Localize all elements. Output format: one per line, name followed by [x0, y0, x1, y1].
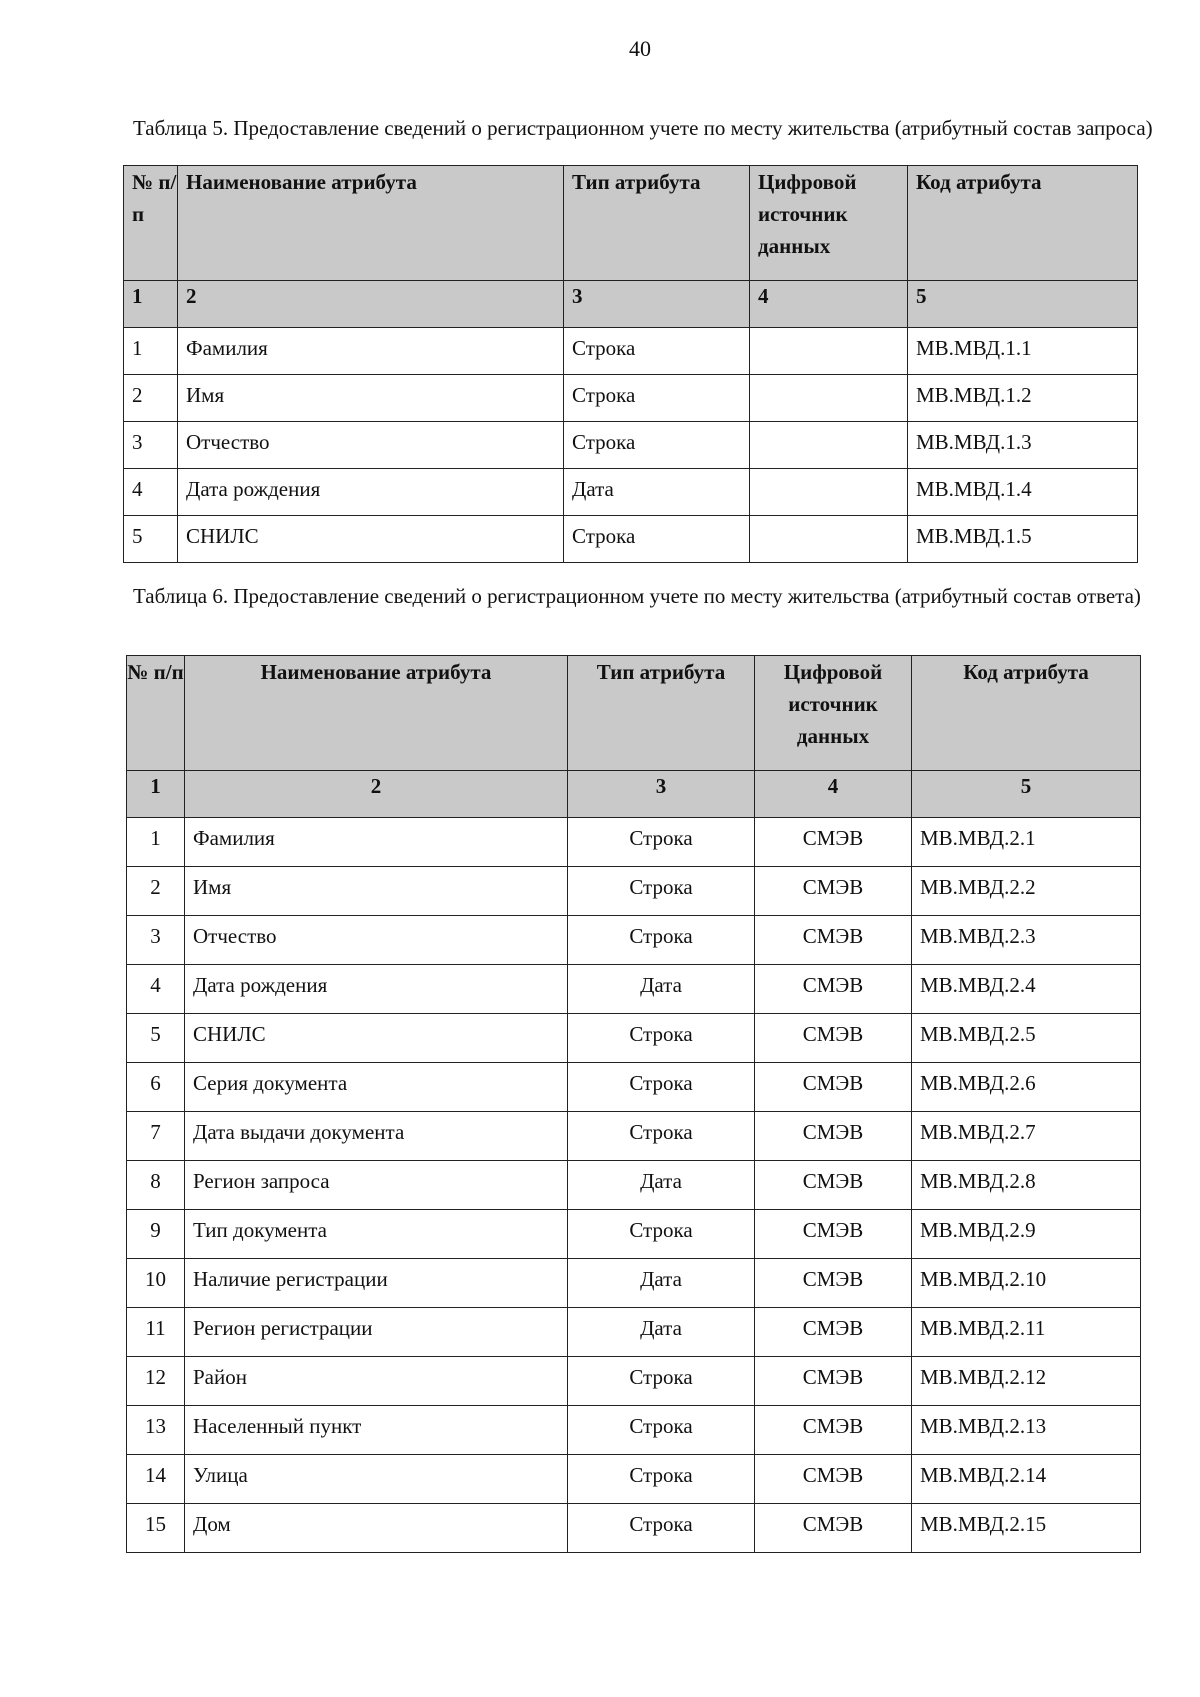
table6-cell-type: Строка: [568, 1455, 755, 1504]
table-row: [124, 469, 1138, 516]
table6-cell-src: СМЭВ: [755, 916, 912, 965]
table-row: [127, 1357, 1141, 1406]
table5-cell-name: Имя: [178, 375, 564, 422]
page-number: 40: [629, 36, 651, 61]
table6-colnum: 5: [912, 771, 1141, 818]
table-row: [124, 516, 1138, 563]
table6-cell-code: МВ.МВД.2.6: [912, 1063, 1141, 1112]
table6-cell-src: СМЭВ: [755, 1112, 912, 1161]
table-row: [127, 1161, 1141, 1210]
table6-cell-num: 13: [127, 1406, 185, 1455]
table-row: [127, 1112, 1141, 1161]
table6-cell-src: СМЭВ: [755, 1357, 912, 1406]
table6-cell-code: МВ.МВД.2.10: [912, 1259, 1141, 1308]
table6-cell-name: Отчество: [185, 916, 568, 965]
table-row: [127, 818, 1141, 867]
table6-colnum: 2: [185, 771, 568, 818]
table6-caption: Таблица 6. Предоставление сведений о регистрационном учете по месту жительства (атрибутный состав ответа): [133, 584, 1141, 608]
table6-cell-type: Строка: [568, 916, 755, 965]
table6-cell-type: Строка: [568, 867, 755, 916]
table6-cell-src: СМЭВ: [755, 1161, 912, 1210]
table6-header-row: [127, 656, 1141, 771]
table-row: [127, 916, 1141, 965]
table6-header-source: Цифровой источник данных: [755, 656, 912, 771]
table6-cell-type: Строка: [568, 1210, 755, 1259]
table6-cell-num: 6: [127, 1063, 185, 1112]
table5-cell-src: [750, 422, 908, 469]
table6-cell-code: МВ.МВД.2.8: [912, 1161, 1141, 1210]
table6-cell-type: Строка: [568, 818, 755, 867]
table6-cell-num: 11: [127, 1308, 185, 1357]
table6-cell-src: СМЭВ: [755, 1063, 912, 1112]
table6-cell-code: МВ.МВД.2.9: [912, 1210, 1141, 1259]
table-row: [127, 1455, 1141, 1504]
table6-cell-name: Населенный пункт: [185, 1406, 568, 1455]
table5-cell-type: Строка: [564, 375, 750, 422]
table5-cell-name: Отчество: [178, 422, 564, 469]
table5-cell-type: Строка: [564, 516, 750, 563]
table5-header-row: [124, 166, 1138, 281]
table6-cell-src: СМЭВ: [755, 1210, 912, 1259]
table6-cell-type: Строка: [568, 1357, 755, 1406]
table6-cell-name: Наличие регистрации: [185, 1259, 568, 1308]
table6-header-type: Тип атрибута: [568, 656, 755, 771]
table5-colnum: 4: [750, 281, 908, 328]
table5-cell-type: Строка: [564, 422, 750, 469]
table6-body: [127, 818, 1141, 1553]
table6-cell-num: 3: [127, 916, 185, 965]
table-row: [127, 1308, 1141, 1357]
table6-cell-num: 2: [127, 867, 185, 916]
table6-cell-name: Фамилия: [185, 818, 568, 867]
table6-cell-src: СМЭВ: [755, 1455, 912, 1504]
table5-cell-name: Дата рождения: [178, 469, 564, 516]
table5-cell-num: 5: [124, 516, 178, 563]
table5-column-numbers-row: [124, 281, 1138, 328]
table6-cell-type: Дата: [568, 1161, 755, 1210]
table5-header-type: Тип атрибута: [564, 166, 750, 281]
table5-cell-src: [750, 516, 908, 563]
table6-cell-name: Регион запроса: [185, 1161, 568, 1210]
table6-cell-type: Дата: [568, 1308, 755, 1357]
table6-cell-type: Строка: [568, 1014, 755, 1063]
table6-cell-name: Улица: [185, 1455, 568, 1504]
table6-header-name: Наименование атрибута: [185, 656, 568, 771]
table6-cell-name: СНИЛС: [185, 1014, 568, 1063]
table6-cell-code: МВ.МВД.2.15: [912, 1504, 1141, 1553]
table5-cell-src: [750, 375, 908, 422]
table-row: [127, 1014, 1141, 1063]
table5-cell-name: СНИЛС: [178, 516, 564, 563]
table6-cell-src: СМЭВ: [755, 1406, 912, 1455]
table6-cell-code: МВ.МВД.2.5: [912, 1014, 1141, 1063]
table6-cell-type: Дата: [568, 965, 755, 1014]
table5-cell-code: МВ.МВД.1.5: [908, 516, 1138, 563]
table6-cell-name: Дата выдачи документа: [185, 1112, 568, 1161]
table6-cell-src: СМЭВ: [755, 1259, 912, 1308]
table5-header-num: № п/п: [124, 166, 178, 281]
table5-cell-code: МВ.МВД.1.4: [908, 469, 1138, 516]
table-row: [124, 328, 1138, 375]
table5-header-name: Наименование атрибута: [178, 166, 564, 281]
table5: [123, 165, 1138, 563]
table6-cell-num: 1: [127, 818, 185, 867]
table5-cell-num: 1: [124, 328, 178, 375]
table6-cell-type: Дата: [568, 1259, 755, 1308]
table6-cell-src: СМЭВ: [755, 818, 912, 867]
table5-cell-num: 4: [124, 469, 178, 516]
table6-header-code: Код атрибута: [912, 656, 1141, 771]
table6-cell-type: Строка: [568, 1406, 755, 1455]
table-row: [127, 1210, 1141, 1259]
table6-colnum: 1: [127, 771, 185, 818]
table6-cell-src: СМЭВ: [755, 1308, 912, 1357]
table5-cell-src: [750, 328, 908, 375]
table6-header-num: № п/п: [127, 656, 185, 771]
table6-cell-src: СМЭВ: [755, 867, 912, 916]
table6-cell-code: МВ.МВД.2.2: [912, 867, 1141, 916]
table5-colnum: 3: [564, 281, 750, 328]
table6-cell-src: СМЭВ: [755, 965, 912, 1014]
table6-cell-name: Тип документа: [185, 1210, 568, 1259]
table6-cell-name: Дом: [185, 1504, 568, 1553]
table5-header-source: Цифровой источник данных: [750, 166, 908, 281]
table5-colnum: 1: [124, 281, 178, 328]
table5-cell-num: 3: [124, 422, 178, 469]
table6-cell-num: 15: [127, 1504, 185, 1553]
table-row: [127, 1504, 1141, 1553]
table6-cell-num: 7: [127, 1112, 185, 1161]
table-row: [124, 375, 1138, 422]
table5-cell-type: Дата: [564, 469, 750, 516]
table6-cell-code: МВ.МВД.2.1: [912, 818, 1141, 867]
table6: [126, 655, 1141, 1553]
table6-cell-name: Район: [185, 1357, 568, 1406]
table6-cell-num: 9: [127, 1210, 185, 1259]
table6-column-numbers-row: [127, 771, 1141, 818]
table6-cell-num: 10: [127, 1259, 185, 1308]
table6-cell-name: Дата рождения: [185, 965, 568, 1014]
table6-cell-code: МВ.МВД.2.12: [912, 1357, 1141, 1406]
table6-cell-code: МВ.МВД.2.3: [912, 916, 1141, 965]
table-row: [124, 422, 1138, 469]
table5-cell-name: Фамилия: [178, 328, 564, 375]
table5-body: [124, 328, 1138, 563]
table-row: [127, 1259, 1141, 1308]
table6-cell-type: Строка: [568, 1112, 755, 1161]
table5-colnum: 5: [908, 281, 1138, 328]
table6-colnum: 4: [755, 771, 912, 818]
table5-cell-src: [750, 469, 908, 516]
table5-caption: Таблица 5. Предоставление сведений о регистрационном учете по месту жительства (атрибутный состав запроса): [133, 116, 1153, 140]
table6-cell-code: МВ.МВД.2.4: [912, 965, 1141, 1014]
table5-cell-code: МВ.МВД.1.3: [908, 422, 1138, 469]
table6-cell-name: Имя: [185, 867, 568, 916]
table5-cell-num: 2: [124, 375, 178, 422]
table6-cell-code: МВ.МВД.2.7: [912, 1112, 1141, 1161]
table-row: [127, 1406, 1141, 1455]
table6-cell-num: 12: [127, 1357, 185, 1406]
table6-cell-num: 4: [127, 965, 185, 1014]
table5-cell-code: МВ.МВД.1.2: [908, 375, 1138, 422]
table-row: [127, 867, 1141, 916]
table6-cell-code: МВ.МВД.2.13: [912, 1406, 1141, 1455]
table6-cell-num: 8: [127, 1161, 185, 1210]
table6-cell-num: 14: [127, 1455, 185, 1504]
table5-cell-type: Строка: [564, 328, 750, 375]
table6-cell-code: МВ.МВД.2.14: [912, 1455, 1141, 1504]
table-row: [127, 965, 1141, 1014]
table6-cell-name: Регион регистрации: [185, 1308, 568, 1357]
table6-cell-src: СМЭВ: [755, 1014, 912, 1063]
table-row: [127, 1063, 1141, 1112]
table6-colnum: 3: [568, 771, 755, 818]
table6-cell-code: МВ.МВД.2.11: [912, 1308, 1141, 1357]
table6-cell-name: Серия документа: [185, 1063, 568, 1112]
table6-cell-type: Строка: [568, 1504, 755, 1553]
table5-cell-code: МВ.МВД.1.1: [908, 328, 1138, 375]
table6-cell-num: 5: [127, 1014, 185, 1063]
table5-colnum: 2: [178, 281, 564, 328]
table5-header-code: Код атрибута: [908, 166, 1138, 281]
table6-cell-type: Строка: [568, 1063, 755, 1112]
table6-cell-src: СМЭВ: [755, 1504, 912, 1553]
